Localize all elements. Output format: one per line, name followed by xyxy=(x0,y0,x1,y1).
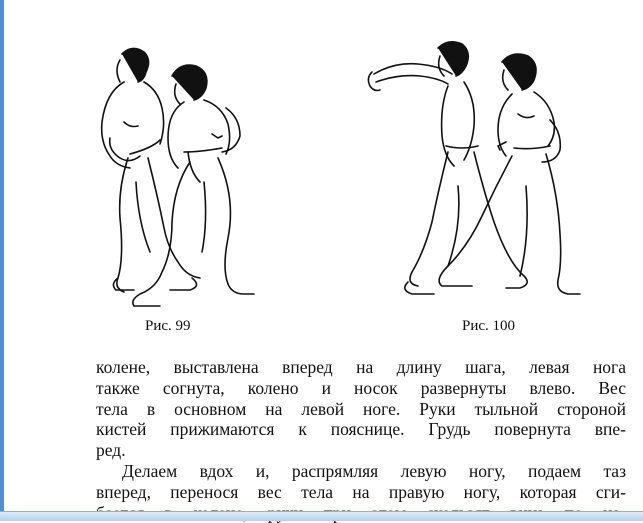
figure-100-caption: Рис. 100 xyxy=(462,318,516,334)
paragraph-1 xyxy=(96,357,626,461)
body-text xyxy=(96,357,626,523)
text-line: вперед, перенося вес тела на правую ногу, которая сги- xyxy=(96,481,626,502)
text-line: ред. xyxy=(96,440,126,461)
text-line: также согнута, колено и носок развернуты влево. Вес xyxy=(96,377,626,398)
text-line: тела в основном на левой ноге. Руки тыльной стороной xyxy=(96,398,626,419)
taskbar xyxy=(0,511,643,521)
figure-100-illustration xyxy=(362,36,602,306)
text-line: колене, выставлена вперед на длину шага, левая нога xyxy=(96,357,626,377)
figure-99-caption: Рис. 99 xyxy=(145,318,191,334)
text-line: Делаем вдох и, распрямляя левую ногу, подаем таз xyxy=(122,460,626,481)
text-line: кистей прижимаются к пояснице. Грудь повернута впе- xyxy=(96,419,626,440)
window-edge xyxy=(0,0,4,521)
figure-99-illustration xyxy=(88,42,278,307)
